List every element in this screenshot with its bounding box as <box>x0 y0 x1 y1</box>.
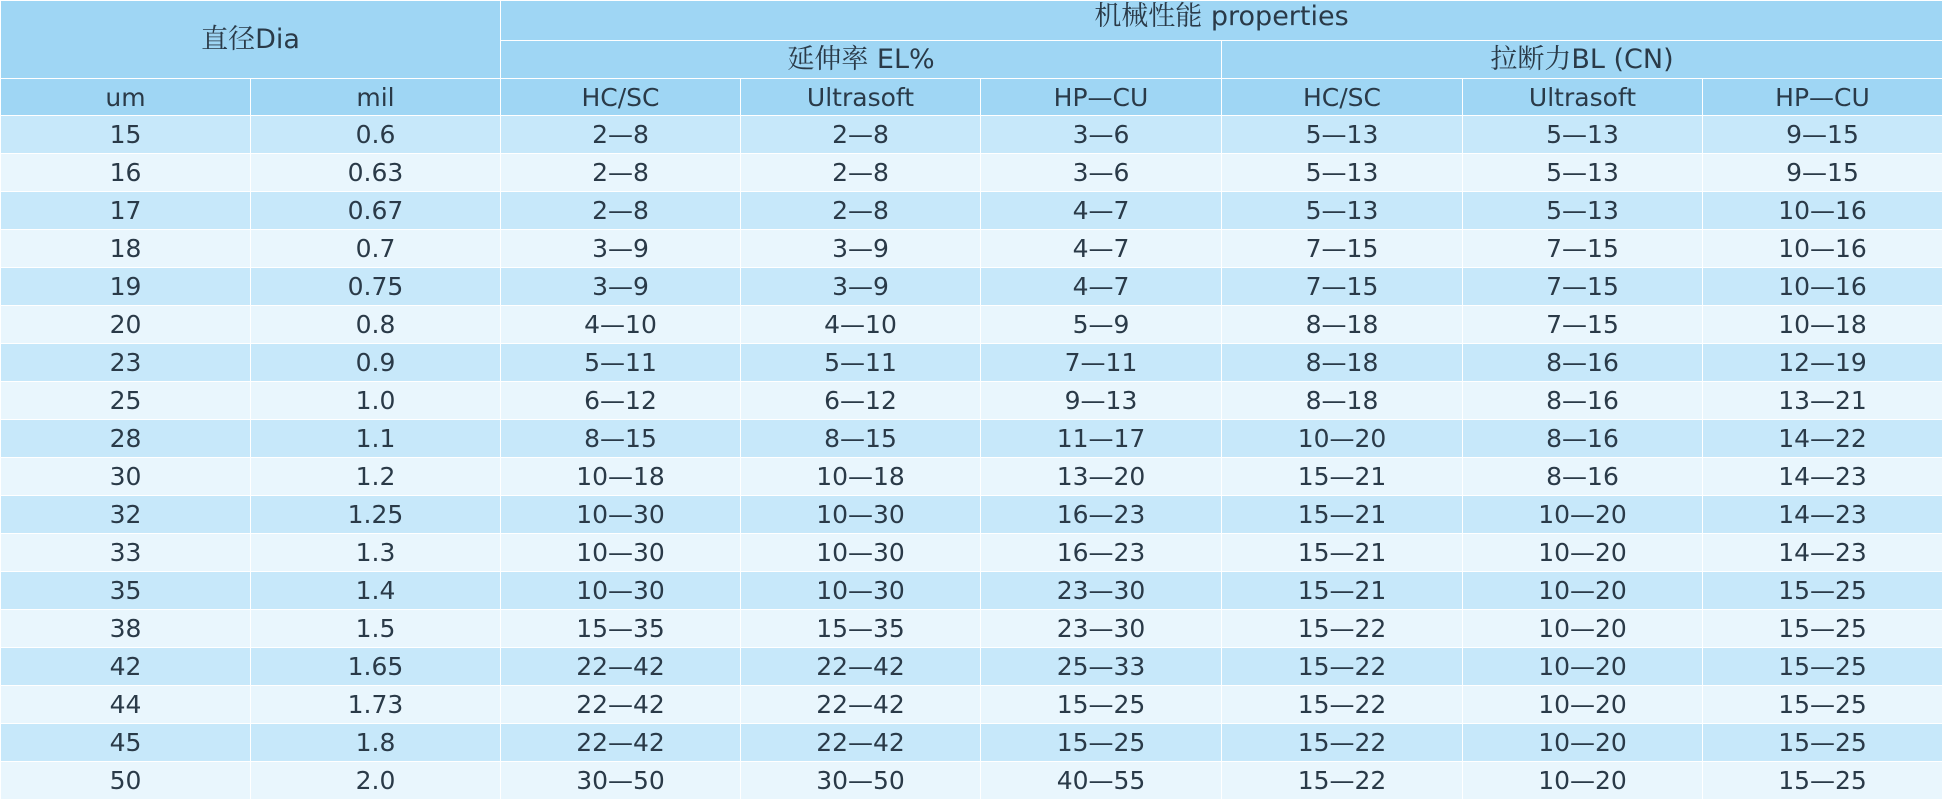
cell-bl-ultrasoft: 5—13 <box>1463 154 1703 192</box>
cell-bl-ultrasoft: 8—16 <box>1463 420 1703 458</box>
table-header <box>1 1 1942 116</box>
cell-el-hp-cu: 9—13 <box>981 382 1222 420</box>
cell-el-ultrasoft: 15—35 <box>741 610 981 648</box>
cell-bl-hp-cu: 15—25 <box>1703 762 1942 800</box>
cell-el-hc-sc: 6—12 <box>501 382 741 420</box>
cell-el-ultrasoft: 30—50 <box>741 762 981 800</box>
cell-el-hc-sc: 10—30 <box>501 496 741 534</box>
cell-um: 28 <box>1 420 251 458</box>
cell-um: 35 <box>1 572 251 610</box>
cell-um: 25 <box>1 382 251 420</box>
cell-mil: 0.75 <box>251 268 501 306</box>
cell-bl-hc-sc: 10—20 <box>1222 420 1463 458</box>
cell-mil: 1.3 <box>251 534 501 572</box>
cell-bl-hc-sc: 15—22 <box>1222 686 1463 724</box>
cell-mil: 0.67 <box>251 192 501 230</box>
cell-um: 17 <box>1 192 251 230</box>
cell-el-hc-sc: 22—42 <box>501 648 741 686</box>
elongation-header: 延伸率 EL% <box>501 41 1222 79</box>
cell-el-hp-cu: 4—7 <box>981 230 1222 268</box>
column-header-um: um <box>1 79 251 116</box>
cell-mil: 1.8 <box>251 724 501 762</box>
cell-bl-hp-cu: 15—25 <box>1703 686 1942 724</box>
cell-el-hc-sc: 10—18 <box>501 458 741 496</box>
cell-el-hc-sc: 10—30 <box>501 572 741 610</box>
cell-el-ultrasoft: 6—12 <box>741 382 981 420</box>
cell-el-hc-sc: 15—35 <box>501 610 741 648</box>
cell-el-hc-sc: 22—42 <box>501 686 741 724</box>
cell-bl-hp-cu: 10—18 <box>1703 306 1942 344</box>
cell-mil: 0.6 <box>251 116 501 154</box>
table-row <box>1 496 1942 534</box>
cell-um: 20 <box>1 306 251 344</box>
cell-bl-hc-sc: 15—21 <box>1222 496 1463 534</box>
cell-bl-hp-cu: 15—25 <box>1703 572 1942 610</box>
table-row <box>1 534 1942 572</box>
table-row <box>1 154 1942 192</box>
cell-el-hp-cu: 5—9 <box>981 306 1222 344</box>
cell-el-hp-cu: 7—11 <box>981 344 1222 382</box>
cell-bl-hp-cu: 15—25 <box>1703 610 1942 648</box>
cell-el-hp-cu: 23—30 <box>981 610 1222 648</box>
table-row <box>1 610 1942 648</box>
cell-mil: 0.8 <box>251 306 501 344</box>
cell-el-ultrasoft: 4—10 <box>741 306 981 344</box>
cell-um: 33 <box>1 534 251 572</box>
table-row <box>1 458 1942 496</box>
cell-el-hp-cu: 23—30 <box>981 572 1222 610</box>
cell-bl-hp-cu: 10—16 <box>1703 268 1942 306</box>
cell-bl-ultrasoft: 10—20 <box>1463 724 1703 762</box>
cell-el-hc-sc: 5—11 <box>501 344 741 382</box>
cell-el-hp-cu: 16—23 <box>981 496 1222 534</box>
cell-mil: 1.1 <box>251 420 501 458</box>
table-row <box>1 724 1942 762</box>
column-header-bl-hc-sc: HC/SC <box>1222 79 1463 116</box>
cell-el-ultrasoft: 10—30 <box>741 572 981 610</box>
cell-el-ultrasoft: 8—15 <box>741 420 981 458</box>
cell-bl-ultrasoft: 10—20 <box>1463 648 1703 686</box>
cell-el-ultrasoft: 10—18 <box>741 458 981 496</box>
cell-el-hp-cu: 13—20 <box>981 458 1222 496</box>
cell-mil: 1.4 <box>251 572 501 610</box>
cell-bl-hp-cu: 9—15 <box>1703 154 1942 192</box>
cell-bl-ultrasoft: 10—20 <box>1463 762 1703 800</box>
cell-el-hc-sc: 3—9 <box>501 268 741 306</box>
cell-um: 19 <box>1 268 251 306</box>
cell-el-ultrasoft: 10—30 <box>741 534 981 572</box>
cell-bl-hc-sc: 15—22 <box>1222 648 1463 686</box>
cell-bl-ultrasoft: 7—15 <box>1463 306 1703 344</box>
cell-bl-hc-sc: 8—18 <box>1222 306 1463 344</box>
cell-el-hc-sc: 2—8 <box>501 154 741 192</box>
cell-bl-hc-sc: 5—13 <box>1222 192 1463 230</box>
cell-bl-ultrasoft: 10—20 <box>1463 572 1703 610</box>
cell-el-hc-sc: 22—42 <box>501 724 741 762</box>
cell-bl-ultrasoft: 5—13 <box>1463 192 1703 230</box>
cell-bl-hc-sc: 5—13 <box>1222 116 1463 154</box>
cell-bl-hp-cu: 10—16 <box>1703 192 1942 230</box>
cell-bl-hc-sc: 8—18 <box>1222 344 1463 382</box>
cell-mil: 1.65 <box>251 648 501 686</box>
cell-el-ultrasoft: 22—42 <box>741 724 981 762</box>
cell-el-hp-cu: 3—6 <box>981 154 1222 192</box>
table-row <box>1 420 1942 458</box>
table-row <box>1 344 1942 382</box>
cell-bl-hc-sc: 8—18 <box>1222 382 1463 420</box>
table-row <box>1 306 1942 344</box>
cell-el-hp-cu: 3—6 <box>981 116 1222 154</box>
cell-el-hc-sc: 10—30 <box>501 534 741 572</box>
cell-bl-hp-cu: 10—16 <box>1703 230 1942 268</box>
cell-el-hp-cu: 15—25 <box>981 686 1222 724</box>
table-body <box>1 116 1942 800</box>
cell-bl-ultrasoft: 7—15 <box>1463 268 1703 306</box>
cell-el-hp-cu: 40—55 <box>981 762 1222 800</box>
cell-mil: 0.63 <box>251 154 501 192</box>
cell-bl-hp-cu: 14—22 <box>1703 420 1942 458</box>
cell-el-ultrasoft: 3—9 <box>741 268 981 306</box>
cell-bl-ultrasoft: 10—20 <box>1463 534 1703 572</box>
cell-mil: 0.7 <box>251 230 501 268</box>
cell-bl-hp-cu: 15—25 <box>1703 648 1942 686</box>
cell-el-hc-sc: 2—8 <box>501 192 741 230</box>
breaking-load-header: 拉断力BL (CN) <box>1222 41 1942 79</box>
cell-bl-hc-sc: 5—13 <box>1222 154 1463 192</box>
table-row <box>1 230 1942 268</box>
cell-mil: 2.0 <box>251 762 501 800</box>
diameter-header: 直径Dia <box>1 1 501 79</box>
cell-um: 42 <box>1 648 251 686</box>
cell-el-hp-cu: 11—17 <box>981 420 1222 458</box>
cell-um: 38 <box>1 610 251 648</box>
cell-bl-hp-cu: 14—23 <box>1703 458 1942 496</box>
cell-el-hp-cu: 25—33 <box>981 648 1222 686</box>
cell-bl-hc-sc: 15—21 <box>1222 572 1463 610</box>
cell-bl-hc-sc: 7—15 <box>1222 230 1463 268</box>
cell-bl-ultrasoft: 10—20 <box>1463 686 1703 724</box>
cell-el-hp-cu: 4—7 <box>981 192 1222 230</box>
cell-el-hp-cu: 4—7 <box>981 268 1222 306</box>
cell-bl-hp-cu: 13—21 <box>1703 382 1942 420</box>
cell-el-hc-sc: 3—9 <box>501 230 741 268</box>
table-row <box>1 268 1942 306</box>
cell-um: 50 <box>1 762 251 800</box>
cell-bl-ultrasoft: 5—13 <box>1463 116 1703 154</box>
cell-bl-hc-sc: 15—22 <box>1222 724 1463 762</box>
table-row <box>1 572 1942 610</box>
cell-el-hc-sc: 2—8 <box>501 116 741 154</box>
column-header-el-hp-cu: HP—CU <box>981 79 1222 116</box>
table-row <box>1 686 1942 724</box>
cell-mil: 1.5 <box>251 610 501 648</box>
cell-bl-hp-cu: 15—25 <box>1703 724 1942 762</box>
cell-bl-hp-cu: 9—15 <box>1703 116 1942 154</box>
cell-um: 32 <box>1 496 251 534</box>
mechanical-properties-header: 机械性能 properties <box>501 1 1942 41</box>
cell-bl-ultrasoft: 8—16 <box>1463 344 1703 382</box>
cell-el-ultrasoft: 3—9 <box>741 230 981 268</box>
table-row <box>1 648 1942 686</box>
cell-el-ultrasoft: 5—11 <box>741 344 981 382</box>
cell-bl-ultrasoft: 10—20 <box>1463 610 1703 648</box>
column-header-el-ultrasoft: Ultrasoft <box>741 79 981 116</box>
cell-el-ultrasoft: 2—8 <box>741 154 981 192</box>
column-header-mil: mil <box>251 79 501 116</box>
cell-el-hp-cu: 15—25 <box>981 724 1222 762</box>
cell-bl-ultrasoft: 10—20 <box>1463 496 1703 534</box>
cell-bl-ultrasoft: 8—16 <box>1463 382 1703 420</box>
cell-bl-ultrasoft: 8—16 <box>1463 458 1703 496</box>
cell-bl-hp-cu: 14—23 <box>1703 534 1942 572</box>
cell-el-ultrasoft: 10—30 <box>741 496 981 534</box>
cell-el-hc-sc: 4—10 <box>501 306 741 344</box>
cell-bl-hc-sc: 7—15 <box>1222 268 1463 306</box>
cell-bl-ultrasoft: 7—15 <box>1463 230 1703 268</box>
cell-mil: 1.73 <box>251 686 501 724</box>
cell-bl-hp-cu: 12—19 <box>1703 344 1942 382</box>
cell-mil: 1.2 <box>251 458 501 496</box>
cell-bl-hc-sc: 15—22 <box>1222 762 1463 800</box>
cell-el-hp-cu: 16—23 <box>981 534 1222 572</box>
cell-um: 30 <box>1 458 251 496</box>
cell-bl-hc-sc: 15—21 <box>1222 458 1463 496</box>
column-header-bl-hp-cu: HP—CU <box>1703 79 1942 116</box>
cell-um: 23 <box>1 344 251 382</box>
cell-um: 44 <box>1 686 251 724</box>
table-row <box>1 762 1942 800</box>
table-row <box>1 116 1942 154</box>
cell-um: 18 <box>1 230 251 268</box>
cell-um: 45 <box>1 724 251 762</box>
cell-um: 15 <box>1 116 251 154</box>
cell-bl-hp-cu: 14—23 <box>1703 496 1942 534</box>
cell-mil: 1.0 <box>251 382 501 420</box>
cell-um: 16 <box>1 154 251 192</box>
column-header-bl-ultrasoft: Ultrasoft <box>1463 79 1703 116</box>
cell-mil: 0.9 <box>251 344 501 382</box>
cell-el-hc-sc: 30—50 <box>501 762 741 800</box>
cell-el-ultrasoft: 2—8 <box>741 116 981 154</box>
table-row <box>1 192 1942 230</box>
table-row <box>1 382 1942 420</box>
cell-el-ultrasoft: 22—42 <box>741 686 981 724</box>
cell-bl-hc-sc: 15—22 <box>1222 610 1463 648</box>
cell-el-ultrasoft: 2—8 <box>741 192 981 230</box>
column-header-el-hc-sc: HC/SC <box>501 79 741 116</box>
cell-el-ultrasoft: 22—42 <box>741 648 981 686</box>
cell-bl-hc-sc: 15—21 <box>1222 534 1463 572</box>
cell-el-hc-sc: 8—15 <box>501 420 741 458</box>
cell-mil: 1.25 <box>251 496 501 534</box>
